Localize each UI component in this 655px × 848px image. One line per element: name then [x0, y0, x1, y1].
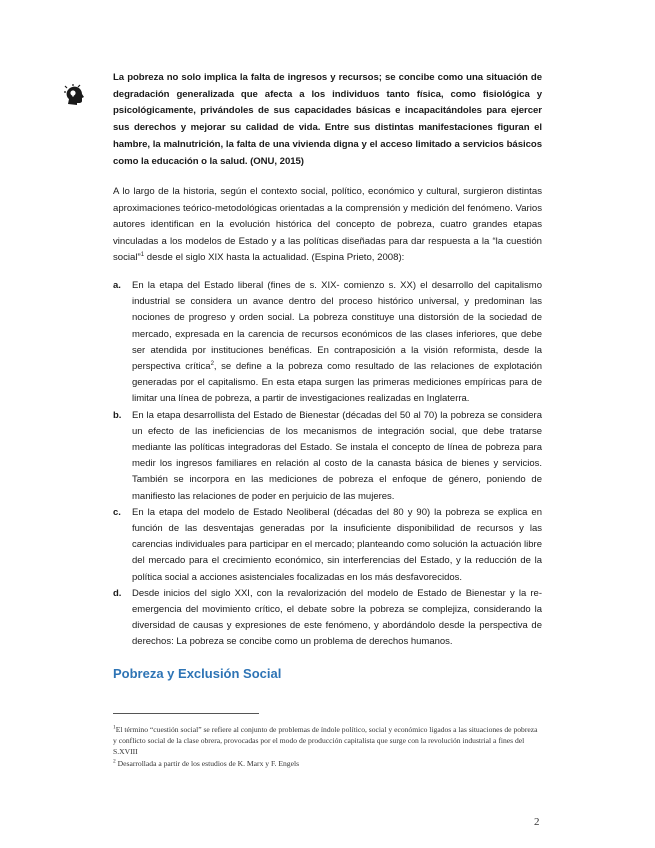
list-item	[113, 408, 542, 505]
stages-list	[113, 278, 542, 651]
list-marker: c.	[113, 506, 121, 518]
footnote-ref-2[interactable]: 2	[210, 360, 214, 367]
list-marker: d.	[113, 587, 122, 599]
list-item-text: En la etapa del Estado liberal (fines de s. XIX- comienzo s. XX) el desarrollo del capitalismo industrial se considera un avance dentro del proceso histórico universal, y predominan las nociones de progreso y orden social. La pobreza constituye una distorsión de la sociedad de mercado, expresada en la carencia de recursos económicos de las clases inferiores, que debe ser atendida por instituciones benéficas. En contraposición a la visión reformista, desde la perspectiva crítica	[132, 280, 542, 373]
footnote-text: El término “cuestión social” se refiere al conjunto de problemas de índole político, social y económico ligados a las situaciones de pobreza y conflicto social de la clase obrera, provocadas por el modo de producción capitalista que surge con la revolución industrial a fines del S.XVIII	[113, 725, 538, 757]
list-item-text-end: , se define a la pobreza como resultado de las relaciones de explotación generadas por el capitalismo. En esta etapa surgen las primeras mediciones empíricas para de limitar una línea de pobreza, a partir de investigaciones realizadas en Inglaterra.	[132, 361, 542, 405]
paragraph-text-end: desde el siglo XIX hasta la actualidad. (Espina Prieto, 2008):	[144, 252, 405, 263]
footnote-ref-1[interactable]: 1	[140, 251, 145, 258]
list-item	[113, 586, 542, 651]
list-item-text: En la etapa desarrollista del Estado de Bienestar (décadas del 50 al 70) la pobreza se considera un efecto de las ineficiencias de los mecanismos de integración social, que debe tratarse mediante las políticas integradoras del Estado. Se instala el concepto de línea de pobreza para medir los ingresos familiares en relación al costo de la canasta básica de bienes y servicios. También se incorpora en las mediciones de pobreza el enfoque de género, poniendo de manifiesto las relaciones de poder en perjuicio de las mujeres.	[132, 409, 542, 502]
footnote-divider	[113, 713, 259, 714]
list-marker: a.	[113, 280, 121, 291]
list-marker: b.	[113, 409, 122, 421]
list-item-text: En la etapa del modelo de Estado Neoliberal (décadas del 80 y 90) la pobreza se explica en función de las desventajas generadas por la insuficiente disponibilidad de recursos y las carencias individuales para participar en el mercado; planteando como solución la actuación libre del mercado para el crecimiento económico, sin interferencias del Estado, y la reducción de la política social a acciones asistenciales focalizadas en los más desfavorecidos.	[132, 506, 542, 583]
intro-paragraph	[113, 184, 542, 267]
footnote-text: Desarrollada a partir de los estudios de K. Marx y F. Engels	[117, 758, 300, 768]
quote-block: La pobreza no solo implica la falta de ingresos y recursos; se concibe como una situación de degradación generalizada que afecta a los individuos tanto física, como fisiológica y psicológicamente, privándoles de sus capacidades básicas e incapacitándoles para ejercer sus derechos y mejorar su calidad de vida. Entre sus distintas manifestaciones figuran el hambre, la malnutrición, la falta de una vivienda digna y el acceso limitado a servicios básicos como la educación o la salud. (ONU, 2015)	[113, 72, 542, 167]
footnote-1	[113, 724, 542, 758]
list-item	[113, 278, 542, 408]
section-heading: Pobreza y Exclusión Social	[113, 666, 282, 681]
paragraph-text: A lo largo de la historia, según el contexto social, político, económico y cultural, surgieron distintas aproximaciones teórico-metodológicas orientadas a la comprensión y medición del fenómeno. Varios autores identifican en la evolución histórica del concepto de pobreza, cuatro grandes etapas vinculadas a los modelos de Estado y a las políticas diseñadas para dar respuesta a la “la cuestión social”	[113, 186, 542, 263]
footnote-number: 2	[113, 758, 116, 765]
footnote-number: 1	[113, 724, 116, 731]
lightbulb-head-icon	[64, 84, 88, 106]
footnote-2	[113, 758, 542, 769]
page-number: 2	[534, 816, 540, 828]
list-item-text: Desde inicios del siglo XXI, con la revalorización del modelo de Estado de Bienestar y la re-emergencia del movimiento crítico, el debate sobre la pobreza se complejiza, considerando la diversidad de causas y expresiones de este fenómeno, y abordándolo desde la perspectiva de derechos: La pobreza se concibe como un problema de derechos humanos.	[132, 587, 542, 648]
list-item	[113, 505, 542, 586]
footnotes	[113, 724, 542, 769]
